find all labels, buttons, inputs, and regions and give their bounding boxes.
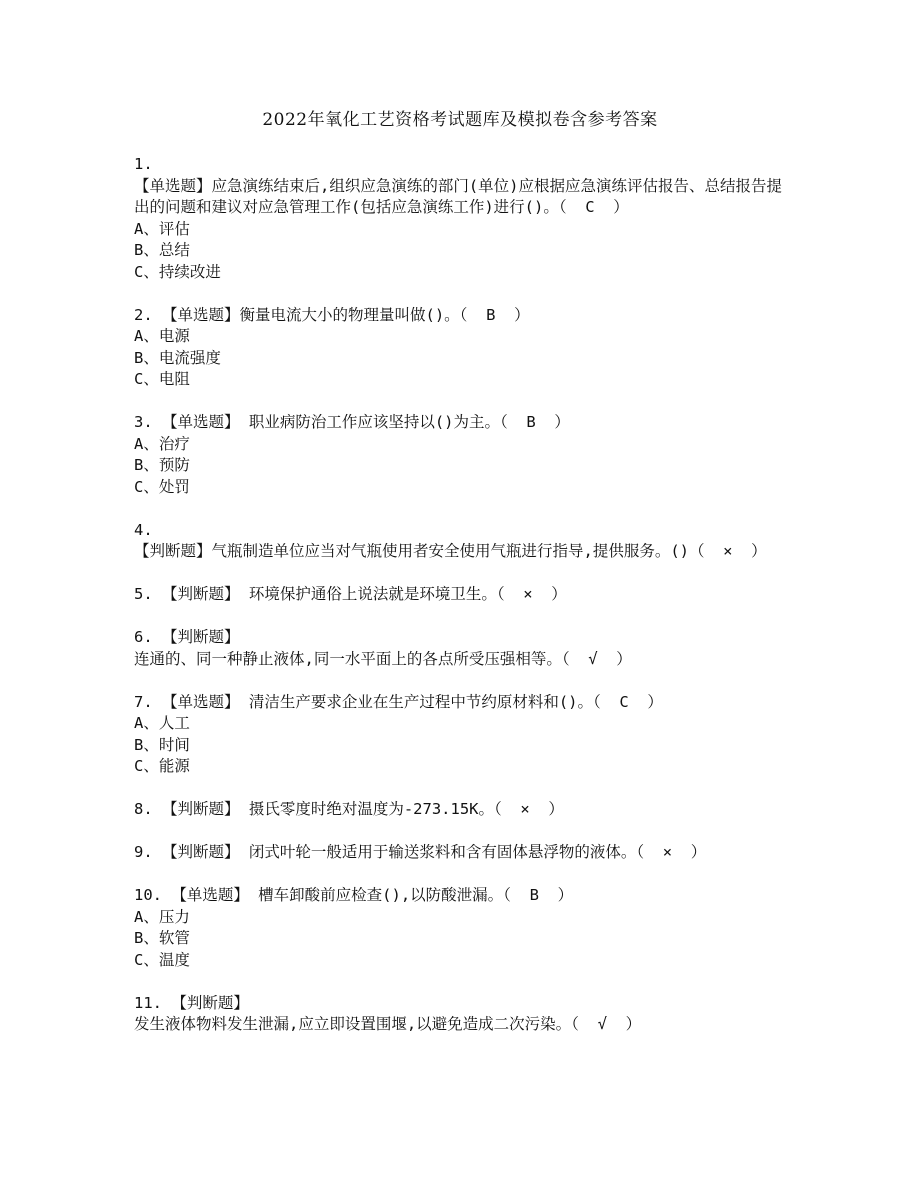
answer-option: C、持续改进 xyxy=(134,262,221,281)
question-block xyxy=(134,305,784,391)
question-text: 3. 【单选题】 职业病防治工作应该坚持以()为主。（ B ） xyxy=(134,413,570,431)
question-list xyxy=(134,154,784,1057)
question-block xyxy=(134,885,784,971)
answer-option: C、能源 xyxy=(134,757,190,775)
question-text: 4. xyxy=(134,520,153,539)
answer-option: C、温度 xyxy=(134,950,190,969)
answer-option: C、处罚 xyxy=(134,477,190,496)
question-text: 9. 【判断题】 闭式叶轮一般适用于输送浆料和含有固体悬浮物的液体。（ × ） xyxy=(134,843,707,861)
question-block xyxy=(134,799,784,821)
question-text: 发生液体物料发生泄漏,应立即设置围堰,以避免造成二次污染。（ √ ） xyxy=(134,1015,642,1033)
answer-option: B、电流强度 xyxy=(134,348,221,367)
question-text: 10. 【单选题】 槽车卸酸前应检查(),以防酸泄漏。（ B ） xyxy=(134,886,574,904)
document-title: 2022年氧化工艺资格考试题库及模拟卷含参考答案 xyxy=(262,110,658,130)
answer-option: B、预防 xyxy=(134,456,190,474)
answer-option: A、评估 xyxy=(134,219,190,238)
question-block xyxy=(134,627,784,670)
question-text: 2. 【单选题】衡量电流大小的物理量叫做()。（ B ） xyxy=(134,305,530,324)
question-block xyxy=(134,412,784,498)
question-block xyxy=(134,993,784,1036)
question-text: 5. 【判断题】 环境保护通俗上说法就是环境卫生。（ × ） xyxy=(134,585,567,603)
answer-option: A、电源 xyxy=(134,327,190,345)
question-text: 11. 【判断题】 xyxy=(134,993,249,1012)
answer-option: C、电阻 xyxy=(134,370,190,388)
answer-option: A、治疗 xyxy=(134,434,190,453)
question-text: 【判断题】气瓶制造单位应当对气瓶使用者安全使用气瓶进行指导,提供服务。()（ × ） xyxy=(134,542,767,560)
question-text: 6. 【判断题】 xyxy=(134,628,240,646)
question-text: 1. xyxy=(134,155,153,173)
answer-option: B、软管 xyxy=(134,929,190,947)
question-block xyxy=(134,692,784,778)
question-block xyxy=(134,584,784,606)
answer-option: A、人工 xyxy=(134,714,190,732)
question-block xyxy=(134,154,784,283)
answer-option: A、压力 xyxy=(134,907,190,926)
question-text: 连通的、同一种静止液体,同一水平面上的各点所受压强相等。（ √ ） xyxy=(134,649,632,668)
answer-option: B、时间 xyxy=(134,735,190,754)
question-text: 7. 【单选题】 清洁生产要求企业在生产过程中节约原材料和()。（ C ） xyxy=(134,692,663,711)
question-block xyxy=(134,842,784,864)
answer-option: B、总结 xyxy=(134,241,190,259)
question-text: 8. 【判断题】 摄氏零度时绝对温度为-273.15K。（ × ） xyxy=(134,800,564,818)
question-block xyxy=(134,520,784,563)
question-text: 【单选题】应急演练结束后,组织应急演练的部门(单位)应根据应急演练评估报告、总结报告提出的问题和建议对应急管理工作(包括应急演练工作)进行()。（ C ） xyxy=(134,176,782,216)
